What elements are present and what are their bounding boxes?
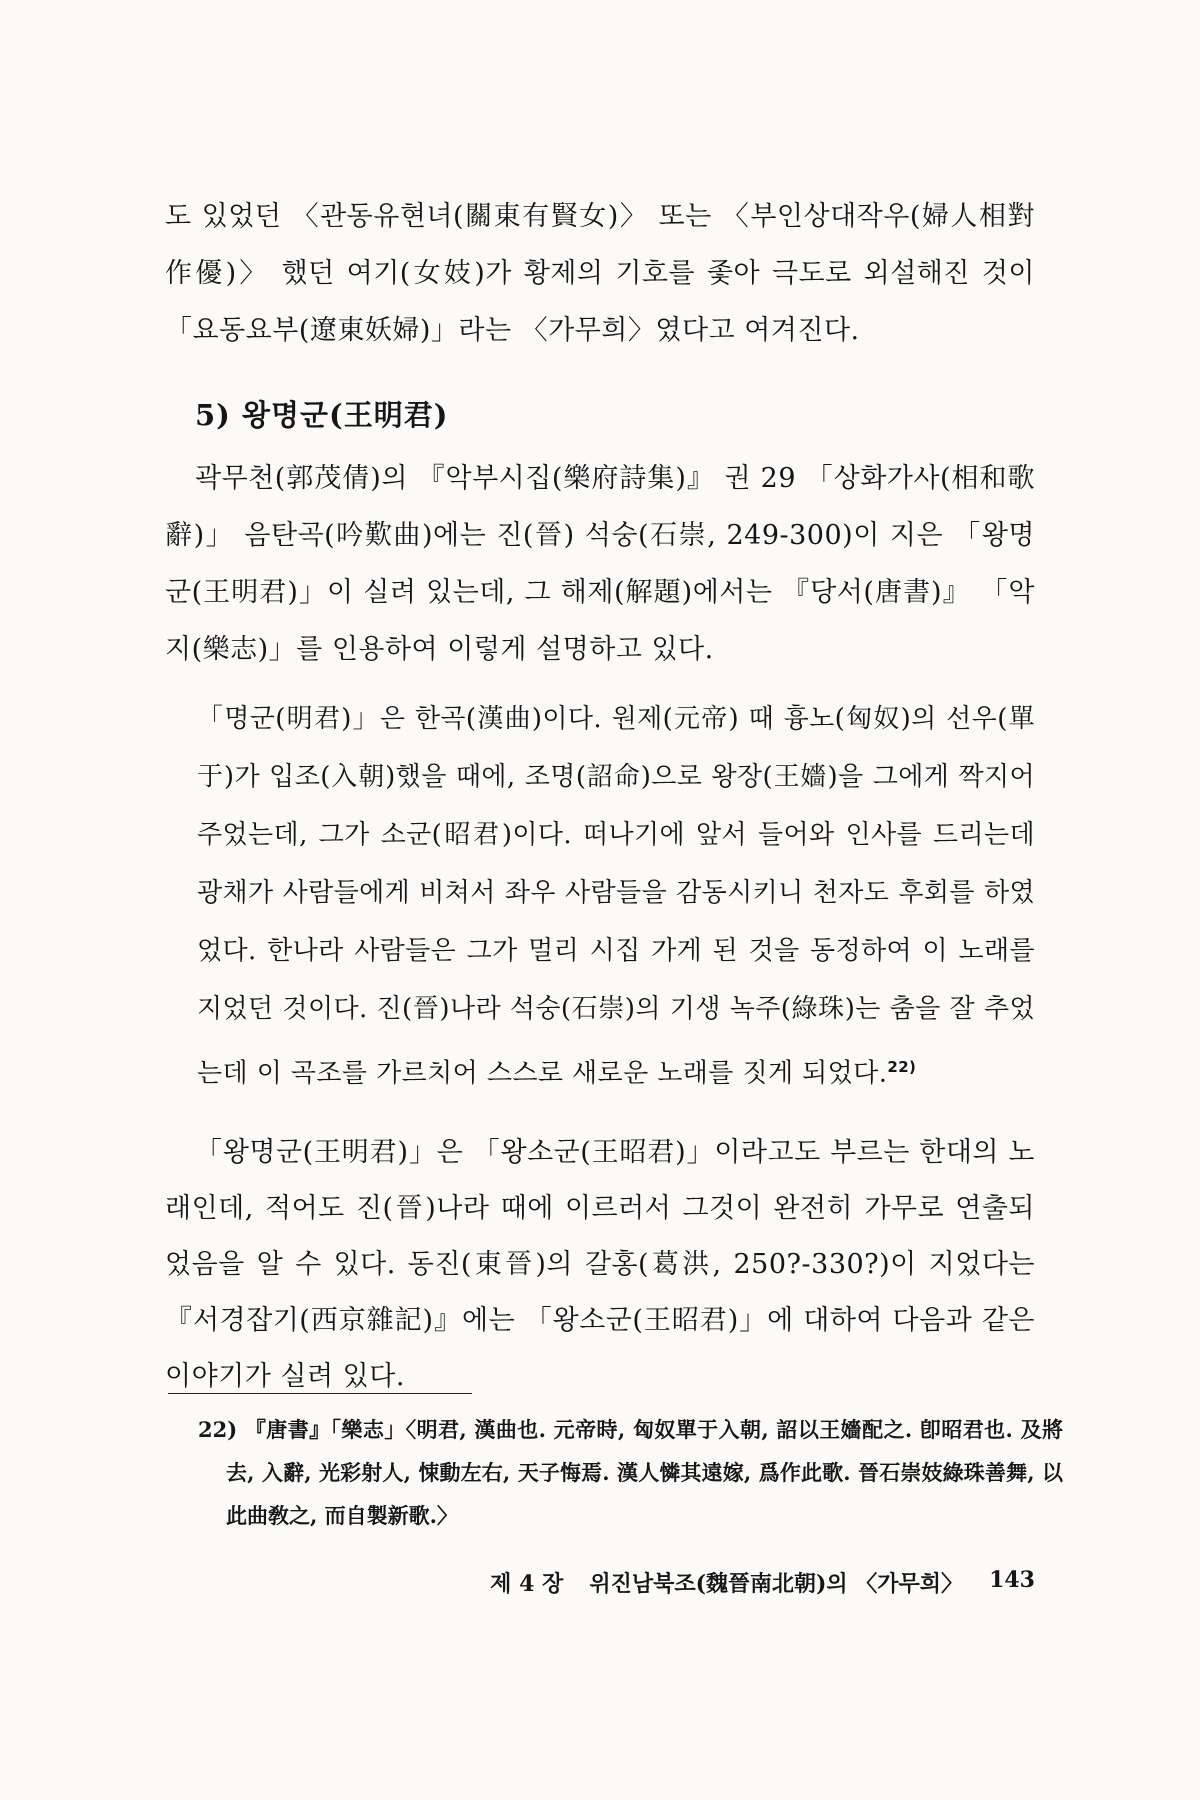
block-quote	[197, 690, 1035, 1103]
section-heading: 5) 왕명군(王明君)	[195, 398, 449, 432]
chapter-label: 제 4 장	[490, 1571, 564, 1597]
page-number: 143	[989, 1567, 1035, 1593]
footnote-divider	[168, 1393, 472, 1394]
intro-paragraph: 도 있었던 〈관동유현녀(關東有賢女)〉 또는 〈부인상대작우(婦人相對作優)〉 했던 여기(女妓)가 황제의 기호를 좇아 극도로 외설해진 것이 「요동요부(遼東妖婦)」라는 〈가무희〉였다고 여겨진다.	[165, 201, 1035, 346]
chapter-title: 위진남북조(魏晉南北朝)의 〈가무희〉	[589, 1571, 964, 1597]
footnote: 22) 『唐書』「樂志」〈明君, 漢曲也. 元帝時, 匈奴單于入朝, 詔以王嬙配之. 卽昭君也. 及將去, 入辭, 光彩射人, 悚動左右, 天子悔焉. 漢人憐其遠嫁, 爲作此歌. 晉石崇妓綠珠善舞, 以此曲敎之, 而自製新歌.〉	[198, 1417, 1063, 1528]
block-quote-text: 「명군(明君)」은 한곡(漢曲)이다. 원제(元帝) 때 흉노(匈奴)의 선우(單于)가 입조(入朝)했을 때에, 조명(詔命)으로 왕장(王嬙)을 그에게 짝지어 주었는데, 그가 소군(昭君)이다. 떠나기에 앞서 들어와 인사를 드리는데 광채가 사람들에게 비쳐서 좌우 사람들을 감동시키니 천자도 후회를 하였었다. 한나라 사람들은 그가 멀리 시집 가게 된 것을 동정하여 이 노래를 지었던 것이다. 진(晉)나라 석숭(石崇)의 기생 녹주(綠珠)는 춤을 잘 추었는데 이 곡조를 가르치어 스스로 새로운 노래를 짓게 되었다.	[197, 704, 1035, 1089]
body-paragraph-2: 「왕명군(王明君)」은 「왕소군(王昭君)」이라고도 부르는 한대의 노래인데, 적어도 진(晉)나라 때에 이르러서 그것이 완전히 가무로 연출되었음을 알 수 있다. 동진(東晉)의 갈홍(葛洪, 250?-330?)이 지었다는 『서경잡기(西京雜記)』에는 「왕소군(王昭君)」에 대하여 다음과 같은 이야기가 실려 있다.	[165, 1137, 1035, 1392]
body-paragraph-1: 곽무천(郭茂倩)의 『악부시집(樂府詩集)』 권 29 「상화가사(相和歌辭)」 음탄곡(吟歎曲)에는 진(晉) 석숭(石崇, 249-300)이 지은 「왕명군(王明君)」이 실려 있는데, 그 해제(解題)에서는 『당서(唐書)』 「악지(樂志)」를 인용하여 이렇게 설명하고 있다.	[165, 463, 1035, 665]
running-footer	[400, 1567, 1035, 1598]
footnote-reference: 22)	[887, 1058, 917, 1076]
